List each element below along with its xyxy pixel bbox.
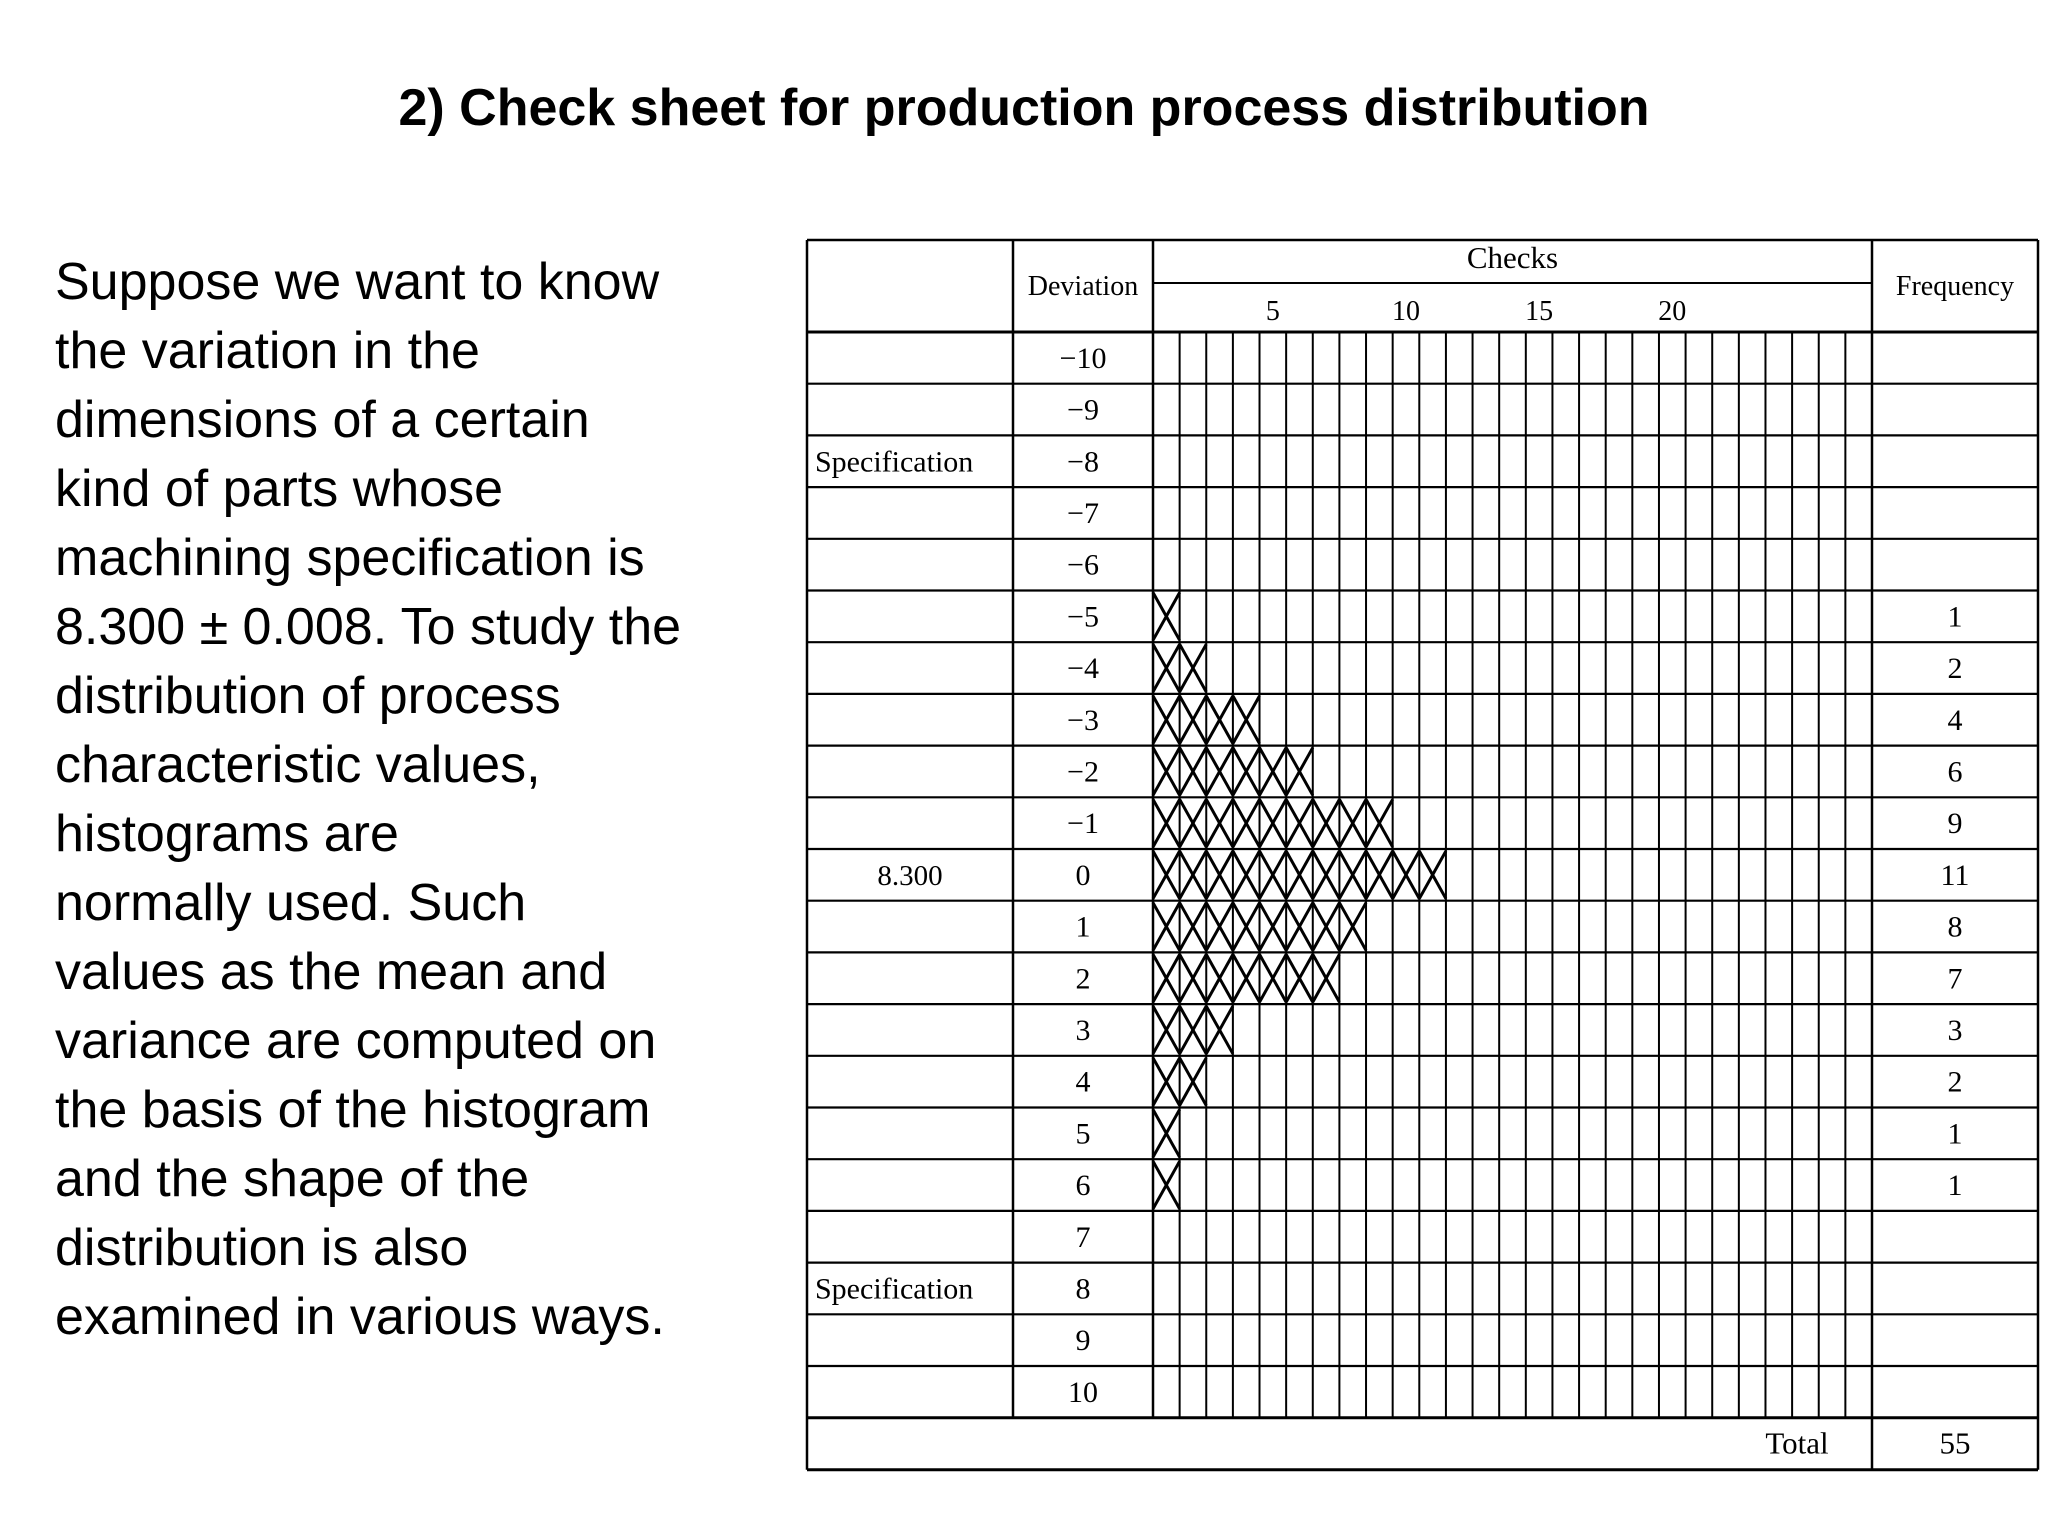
frequency-value: 2	[1947, 652, 1963, 686]
deviation-value: 0	[1075, 858, 1091, 892]
frequency-value: 11	[1940, 858, 1970, 892]
body-text-line: examined in various ways.	[55, 1288, 665, 1346]
frequency-value: 2	[1947, 1065, 1963, 1099]
deviation-value: 4	[1075, 1065, 1091, 1099]
frequency-value: 4	[1947, 703, 1963, 737]
deviation-value: 1	[1075, 910, 1091, 944]
frequency-value: 1	[1947, 600, 1963, 634]
frequency-value: 9	[1947, 807, 1963, 841]
body-text-line: distribution of process	[55, 667, 561, 725]
body-text-line: histograms are	[55, 805, 399, 863]
frequency-value: 6	[1947, 755, 1963, 789]
deviation-value: −4	[1067, 652, 1099, 686]
deviation-value: −1	[1067, 807, 1099, 841]
frequency-value: 8	[1947, 910, 1963, 944]
deviation-value: −3	[1067, 703, 1099, 737]
deviation-value: 9	[1075, 1324, 1091, 1358]
deviation-value: −8	[1067, 445, 1099, 479]
slide-title: 2) Check sheet for production process distribution	[398, 79, 1650, 137]
deviation-value: 2	[1075, 962, 1091, 996]
body-text-line: characteristic values,	[55, 736, 541, 794]
deviation-value: 6	[1075, 1169, 1091, 1203]
deviation-value: 7	[1075, 1220, 1091, 1254]
specification-label: Specification	[815, 445, 974, 479]
frequency-value: 1	[1947, 1169, 1963, 1203]
deviation-value: −6	[1067, 548, 1099, 582]
body-text-line: distribution is also	[55, 1219, 469, 1277]
body-text-line: variance are computed on	[55, 1012, 657, 1070]
body-text-line: the basis of the histogram	[55, 1081, 651, 1139]
frequency-value: 7	[1947, 962, 1963, 996]
deviation-value: 10	[1068, 1375, 1098, 1409]
total-label: Total	[1765, 1425, 1829, 1461]
checks-tick-label: 20	[1658, 296, 1687, 327]
body-text-line: machining specification is	[55, 529, 645, 587]
deviation-value: 8	[1075, 1272, 1091, 1306]
deviation-value: 5	[1075, 1117, 1091, 1151]
checks-header: Checks	[1466, 240, 1559, 275]
checks-tick-label: 15	[1525, 296, 1554, 327]
total-value: 55	[1939, 1425, 1971, 1461]
frequency-header: Frequency	[1895, 271, 2015, 302]
checks-tick-label: 10	[1391, 296, 1420, 327]
deviation-value: −2	[1067, 755, 1099, 789]
body-text-line: normally used. Such	[55, 874, 527, 932]
deviation-value: −9	[1067, 393, 1099, 427]
frequency-value: 1	[1947, 1117, 1963, 1151]
body-text-line: Suppose we want to know	[55, 253, 660, 311]
frequency-value: 3	[1947, 1013, 1963, 1047]
body-text-line: kind of parts whose	[55, 460, 504, 518]
body-text-line: and the shape of the	[55, 1150, 530, 1208]
deviation-value: −10	[1059, 341, 1107, 375]
deviation-value: −7	[1067, 496, 1099, 530]
specification-label: Specification	[815, 1272, 974, 1306]
deviation-value: 3	[1075, 1013, 1091, 1047]
body-text-line: 8.300 ± 0.008. To study the	[55, 598, 682, 656]
body-text-line: the variation in the	[55, 322, 480, 380]
deviation-header: Deviation	[1027, 271, 1139, 302]
checks-tick-label: 5	[1265, 296, 1280, 327]
deviation-value: −5	[1067, 600, 1099, 634]
nominal-value-label: 8.300	[877, 859, 943, 892]
body-text-line: dimensions of a certain	[55, 391, 590, 449]
body-text-line: values as the mean and	[55, 943, 608, 1001]
